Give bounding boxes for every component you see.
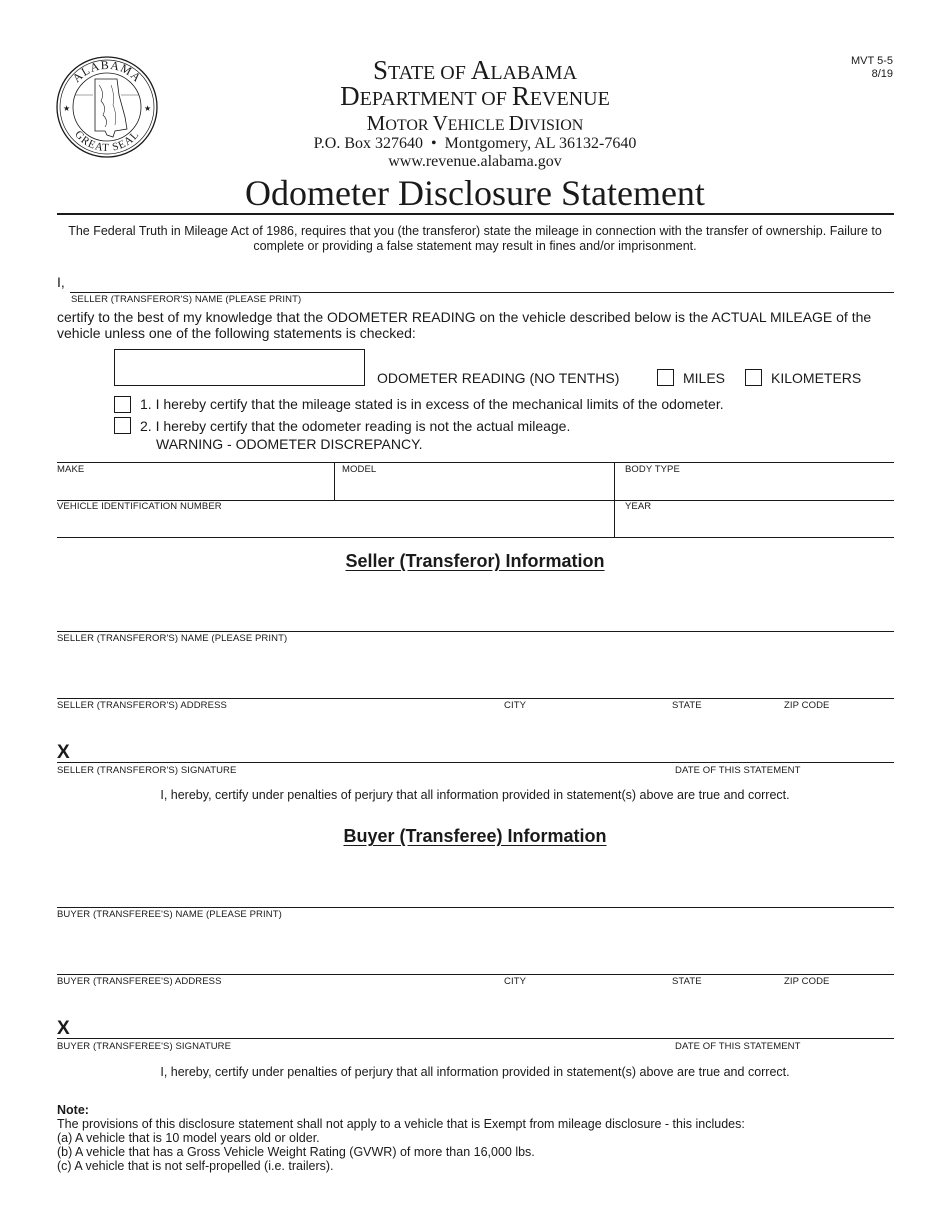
buyer-zip-label: ZIP CODE xyxy=(784,976,830,987)
mechanical-limits-checkbox[interactable] xyxy=(114,396,131,413)
svg-text:★: ★ xyxy=(63,104,71,113)
buyer-signature-line[interactable] xyxy=(57,1038,894,1039)
buyer-name-print-line[interactable] xyxy=(57,907,894,908)
buyer-name-print-label: BUYER (TRANSFEREE'S) NAME (PLEASE PRINT) xyxy=(57,909,282,920)
model-field[interactable]: MODEL xyxy=(342,464,377,475)
seller-signature-label: SELLER (TRANSFEROR'S) SIGNATURE xyxy=(57,765,237,776)
seller-name-print-label: SELLER (TRANSFEROR'S) NAME (PLEASE PRINT) xyxy=(57,633,288,644)
year-field[interactable]: YEAR xyxy=(625,501,652,512)
buyer-city-label: CITY xyxy=(504,976,527,987)
buyer-signature-x: X xyxy=(57,1018,70,1039)
odometer-reading-input[interactable] xyxy=(114,349,365,386)
buyer-signature-label: BUYER (TRANSFEREE'S) SIGNATURE xyxy=(57,1041,232,1052)
miles-checkbox[interactable] xyxy=(657,369,674,386)
kilometers-checkbox[interactable] xyxy=(745,369,762,386)
buyer-date-label: DATE OF THIS STATEMENT xyxy=(675,1041,801,1052)
seller-zip-label: ZIP CODE xyxy=(784,700,830,711)
seller-section-title: Seller (Transferor) Information xyxy=(345,551,605,571)
agency-address: P.O. Box 327640 • Montgomery, AL 36132-7640 xyxy=(313,135,637,152)
agency-name: STATE OF ALABAMA xyxy=(372,55,578,85)
form-number: MVT 5-5 xyxy=(851,55,893,67)
note-line: (b) A vehicle that has a Gross Vehicle Weight Rating (GVWR) of more than 16,000 lbs. xyxy=(57,1145,535,1159)
i-label: I, xyxy=(57,274,65,290)
department-name: DEPARTMENT OF REVENUE xyxy=(340,81,610,111)
seller-signature-x: X xyxy=(57,742,70,763)
seller-address-label: SELLER (TRANSFEROR'S) ADDRESS xyxy=(57,700,227,711)
mechanical-limits-statement: 1. I hereby certify that the mileage stated is in excess of the mechanical limits of the odometer. xyxy=(140,396,724,412)
note-block xyxy=(57,1103,745,1173)
form-revision-date: 8/19 xyxy=(871,68,893,80)
vehicle-table-divider xyxy=(614,462,615,537)
vehicle-table-top xyxy=(57,462,894,463)
vehicle-table-bottom xyxy=(57,537,894,538)
seller-city-label: CITY xyxy=(504,700,527,711)
buyer-address-line[interactable] xyxy=(57,974,894,975)
certify-statement: certify to the best of my knowledge that the ODOMETER READING on the vehicle described below is the ACTUAL MILEAGE of the vehicle unless one of the following statements is checked: xyxy=(57,309,872,341)
buyer-state-label: STATE xyxy=(672,976,702,987)
body-type-field[interactable]: BODY TYPE xyxy=(625,464,680,475)
seller-perjury-statement: I, hereby, certify under penalties of perjury that all information provided in statement(s) above are true and correct. xyxy=(160,788,790,802)
svg-text:GREAT SEAL: GREAT SEAL xyxy=(72,128,142,155)
not-actual-mileage-statement: 2. I hereby certify that the odometer reading is not the actual mileage. xyxy=(140,418,571,434)
buyer-address-label: BUYER (TRANSFEREE'S) ADDRESS xyxy=(57,976,222,987)
odometer-discrepancy-warning: WARNING - ODOMETER DISCREPANCY. xyxy=(156,436,423,452)
buyer-section-title: Buyer (Transferee) Information xyxy=(343,826,607,846)
seller-name-line[interactable] xyxy=(70,292,894,293)
vin-field[interactable]: VEHICLE IDENTIFICATION NUMBER xyxy=(57,501,222,512)
seller-date-label: DATE OF THIS STATEMENT xyxy=(675,765,801,776)
seller-name-label: SELLER (TRANSFEROR'S) NAME (PLEASE PRINT) xyxy=(71,294,302,305)
seller-name-print-line[interactable] xyxy=(57,631,894,632)
agency-website: www.revenue.alabama.gov xyxy=(388,153,562,170)
svg-text:★: ★ xyxy=(144,104,152,113)
title-rule xyxy=(57,213,894,215)
kilometers-label: KILOMETERS xyxy=(771,370,862,386)
seller-state-label: STATE xyxy=(672,700,702,711)
miles-label: MILES xyxy=(683,370,726,386)
page-title: Odometer Disclosure Statement xyxy=(245,173,705,213)
note-line: (a) A vehicle that is 10 model years old or older. xyxy=(57,1131,320,1145)
division-name: MOTOR VEHICLE DIVISION xyxy=(366,111,584,135)
vehicle-table-divider xyxy=(334,462,335,500)
seller-address-line[interactable] xyxy=(57,698,894,699)
note-line: The provisions of this disclosure statement shall not apply to a vehicle that is Exempt from mileage disclosure - this includes: xyxy=(57,1117,745,1131)
note-line: (c) A vehicle that is not self-propelled (i.e. trailers). xyxy=(57,1159,334,1173)
svg-text:ALABAMA: ALABAMA xyxy=(69,57,145,86)
intro-text: The Federal Truth in Mileage Act of 1986, requires that you (the transferor) state the mileage in connection with the transfer of ownership. Failure to complete or providing a false statement may result in fines and/or imprisonment. xyxy=(68,224,882,253)
note-heading: Note: xyxy=(57,1103,89,1117)
seller-signature-line[interactable] xyxy=(57,762,894,763)
make-field[interactable]: MAKE xyxy=(57,464,85,475)
odometer-reading-label: ODOMETER READING (NO TENTHS) xyxy=(377,370,620,386)
not-actual-mileage-checkbox[interactable] xyxy=(114,417,131,434)
buyer-perjury-statement: I, hereby, certify under penalties of perjury that all information provided in statement(s) above are true and correct. xyxy=(160,1065,790,1079)
